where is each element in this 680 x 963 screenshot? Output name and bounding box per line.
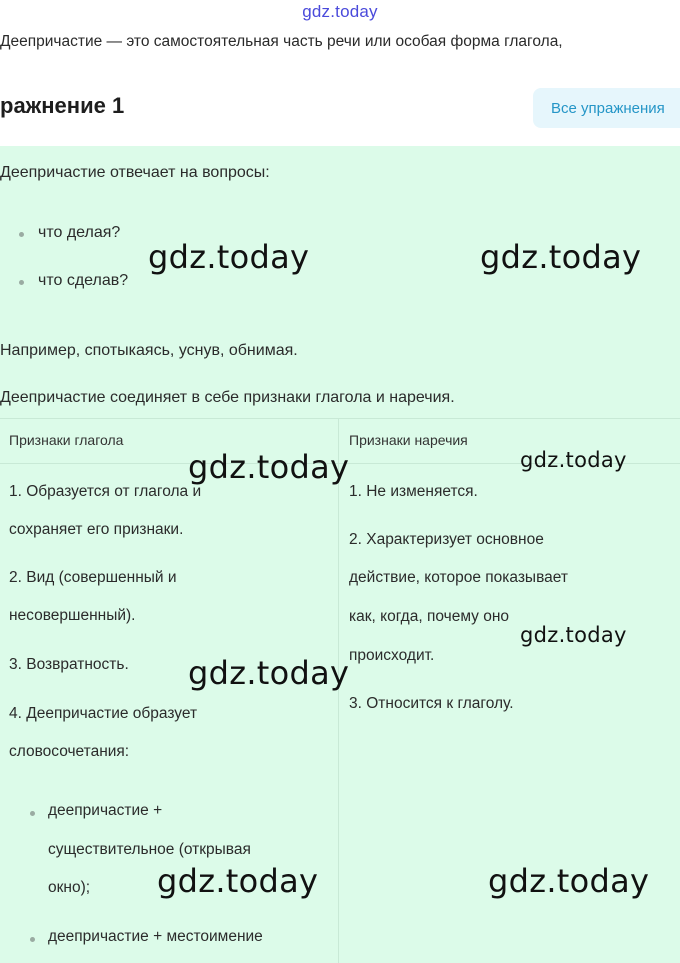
watermark: gdz.today (188, 654, 350, 692)
adverb-feature-line: 3. Относится к глаголу. (349, 695, 514, 712)
verb-feature-line: 4. Деепричастие образует (9, 705, 198, 722)
intro-text: Деепричастие — это самостоятельная часть речи или особая форма глагола, (0, 33, 563, 50)
adverb-feature-line: 1. Не изменяется. (349, 483, 478, 500)
verb-bullet-line: деепричастие + местоимение (48, 928, 263, 945)
watermark: gdz.today (188, 448, 350, 486)
verb-bullet-line: деепричастие + (48, 802, 163, 819)
verb-feature-line: несовершенный). (9, 607, 136, 624)
adverb-feature-line: как, когда, почему оно (349, 608, 510, 625)
watermark: gdz.today (488, 862, 650, 900)
verb-feature-line: словосочетания: (9, 743, 130, 760)
bullet-dot-icon (30, 811, 35, 816)
watermark: gdz.today (148, 238, 310, 276)
column-header-verb: Признаки глагола (9, 432, 124, 448)
question-item: что делая? (38, 224, 121, 241)
verb-feature-line: 3. Возвратность. (9, 656, 129, 673)
verb-feature-line: 1. Образуется от глагола и (9, 483, 202, 500)
watermark: gdz.today (520, 623, 627, 647)
column-header-adverb: Признаки наречия (349, 432, 468, 448)
question-item: что сделав? (38, 272, 129, 289)
adverb-feature-line: происходит. (349, 647, 435, 664)
verb-bullet-line: существительное (открывая (48, 841, 251, 858)
watermark: gdz.today (520, 448, 627, 472)
verb-feature-line: сохраняет его признаки. (9, 521, 184, 538)
bullet-dot-icon (19, 232, 24, 237)
adverb-feature-line: действие, которое показывает (349, 569, 568, 586)
watermark-top: gdz.today (302, 2, 378, 21)
all-exercises-button[interactable]: Все упражнения (533, 88, 680, 128)
combines-text: Деепричастие соединяет в себе признаки глагола и наречия. (0, 389, 455, 406)
watermark: gdz.today (480, 238, 642, 276)
watermark: gdz.today (157, 862, 319, 900)
questions-intro: Деепричастие отвечает на вопросы: (0, 164, 270, 181)
verb-feature-line: 2. Вид (совершенный и (9, 569, 177, 586)
verb-bullet-line: окно); (48, 879, 91, 896)
bullet-dot-icon (30, 937, 35, 942)
bullet-dot-icon (19, 280, 24, 285)
adverb-feature-line: 2. Характеризует основное (349, 531, 544, 548)
example-text: Например, спотыкаясь, уснув, обнимая. (0, 342, 298, 359)
exercise-title: ражнение 1 (0, 93, 125, 118)
